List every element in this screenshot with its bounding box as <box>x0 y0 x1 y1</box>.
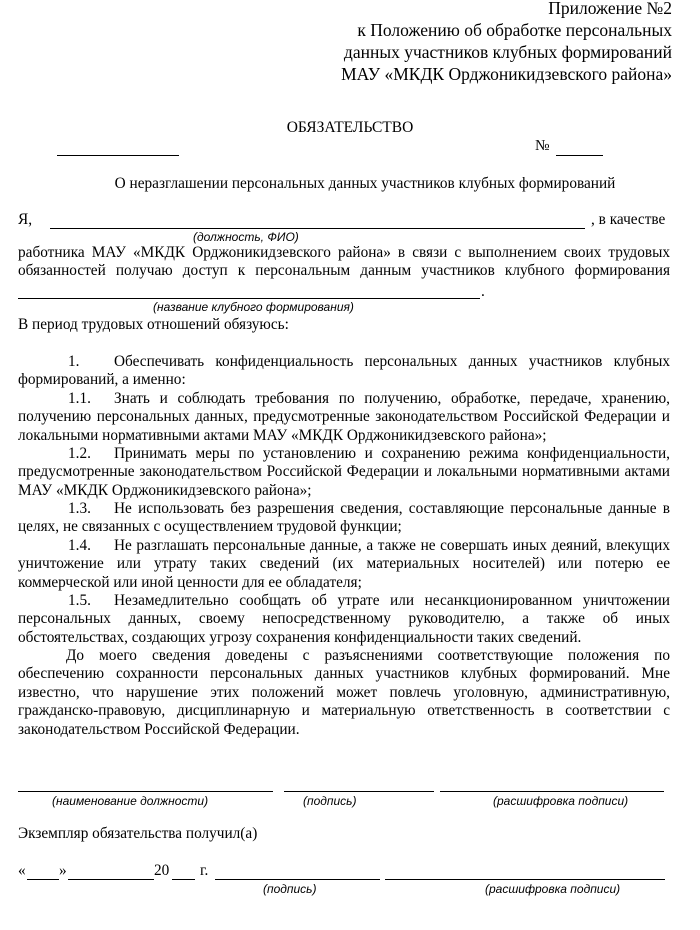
appendix-line-4: МАУ «МКДК Орджоникидзевского района» <box>341 64 672 84</box>
position-blank-line <box>18 791 273 792</box>
item-text: Знать и соблюдать требования по получению, обработке, передаче, хранению, получению персональных данных, предусмотренные законодательством Российской Федерации и локальными нормативными актами МАУ «МКДК Орджоникидзевского района»; <box>18 390 670 444</box>
club-blank-line <box>18 298 480 299</box>
received-signature-line <box>215 879 380 880</box>
received-label: Экземпляр обязательства получил(а) <box>18 825 258 842</box>
decode-hint: (расшифровка подписи) <box>493 794 629 808</box>
period-text: В период трудовых отношений обязуюсь: <box>18 316 289 333</box>
appendix-line-3: данных участников клубных формирований <box>343 42 672 62</box>
intro-as-role: , в качестве <box>591 211 666 228</box>
appendix-title: Приложение №2 <box>548 0 672 18</box>
appendix-line-2: к Положению об обработке персональных <box>357 20 672 40</box>
year-blank-line <box>172 879 195 880</box>
signature-blank-line <box>284 791 434 792</box>
number-label: № <box>535 137 550 154</box>
position-hint: (наименование должности) <box>52 794 209 808</box>
intro-dot: . <box>481 283 485 300</box>
date-blank-line <box>57 155 179 156</box>
number-blank-line <box>556 155 603 156</box>
item-number: 1.5. <box>68 592 91 609</box>
item-number: 1.2. <box>68 445 91 462</box>
club-hint: (название клубного формирования) <box>153 300 354 314</box>
closing-paragraph: До моего сведения доведены с разъяснениями соответствующие положения по обеспечению сохранности персональных данных участников клубных формирований. Мне известно, что нарушение этих положений может повлечь уголовную, административную, гражданско-правовую, дисциплинарную и материальную ответственность в соответствии с законодательством Российской Федерации. <box>18 647 670 738</box>
intro-ya: Я, <box>18 211 33 228</box>
received-signature-hint: (подпись) <box>263 882 317 896</box>
list-item <box>18 445 670 500</box>
list-item <box>18 500 670 537</box>
item-text: Обеспечивать конфиденциальность персональных данных участников клубных формирований, а именно: <box>18 353 670 389</box>
item-number: 1.4. <box>68 537 91 554</box>
list-item <box>18 537 670 592</box>
list-item <box>18 592 670 647</box>
fio-blank-line <box>50 228 585 229</box>
item-number: 1.3. <box>68 500 91 517</box>
list-item <box>18 390 670 445</box>
signature-hint: (подпись) <box>303 794 357 808</box>
received-decode-line <box>385 879 665 880</box>
received-decode-hint: (расшифровка подписи) <box>485 882 621 896</box>
document-title: ОБЯЗАТЕЛЬСТВО <box>286 119 414 136</box>
item-number: 1.1. <box>68 390 91 407</box>
year-suffix: г. <box>200 862 209 879</box>
item-text: Незамедлительно сообщать об утрате или несанкционированном уничтожении персональных данных, своему непосредственному руководителю, а также об иных обстоятельствах, создающих угрозу сохранения конфиденциальности таких сведений. <box>18 592 670 646</box>
list-item <box>18 353 670 390</box>
fio-hint: (должность, ФИО) <box>193 230 299 244</box>
item-text: Принимать меры по установлению и сохранению режима конфиденциальности, предусмотренные законодательством Российской Федерации и локальными нормативными актами МАУ «МКДК Орджоникидзевского района»; <box>18 445 670 499</box>
quote-close: » <box>59 862 67 879</box>
decode-blank-line <box>440 791 664 792</box>
document-subtitle: О неразглашении персональных данных участников клубных формирований <box>114 175 616 192</box>
item-text: Не использовать без разрешения сведения, составляющие персональные данные в целях, не связанных с осуществлением трудовой функции; <box>18 500 670 536</box>
intro-text: работника МАУ «МКДК Орджоникидзевского района» в связи с выполнением своих трудовых обязанностей получаю доступ к персональным данным участников клубного формирования <box>18 244 670 280</box>
month-blank-line <box>68 879 154 880</box>
item-text: Не разглашать персональные данные, а также не совершать иных деяний, влекущих уничтожение или утрату таких сведений (их материальных носителей) или потерю ее коммерческой или иной ценности для ее обладателя; <box>18 537 670 591</box>
item-number: 1. <box>68 353 80 370</box>
quote-open: « <box>18 862 26 879</box>
year-prefix: 20 <box>154 862 170 879</box>
day-blank-line <box>27 879 59 880</box>
